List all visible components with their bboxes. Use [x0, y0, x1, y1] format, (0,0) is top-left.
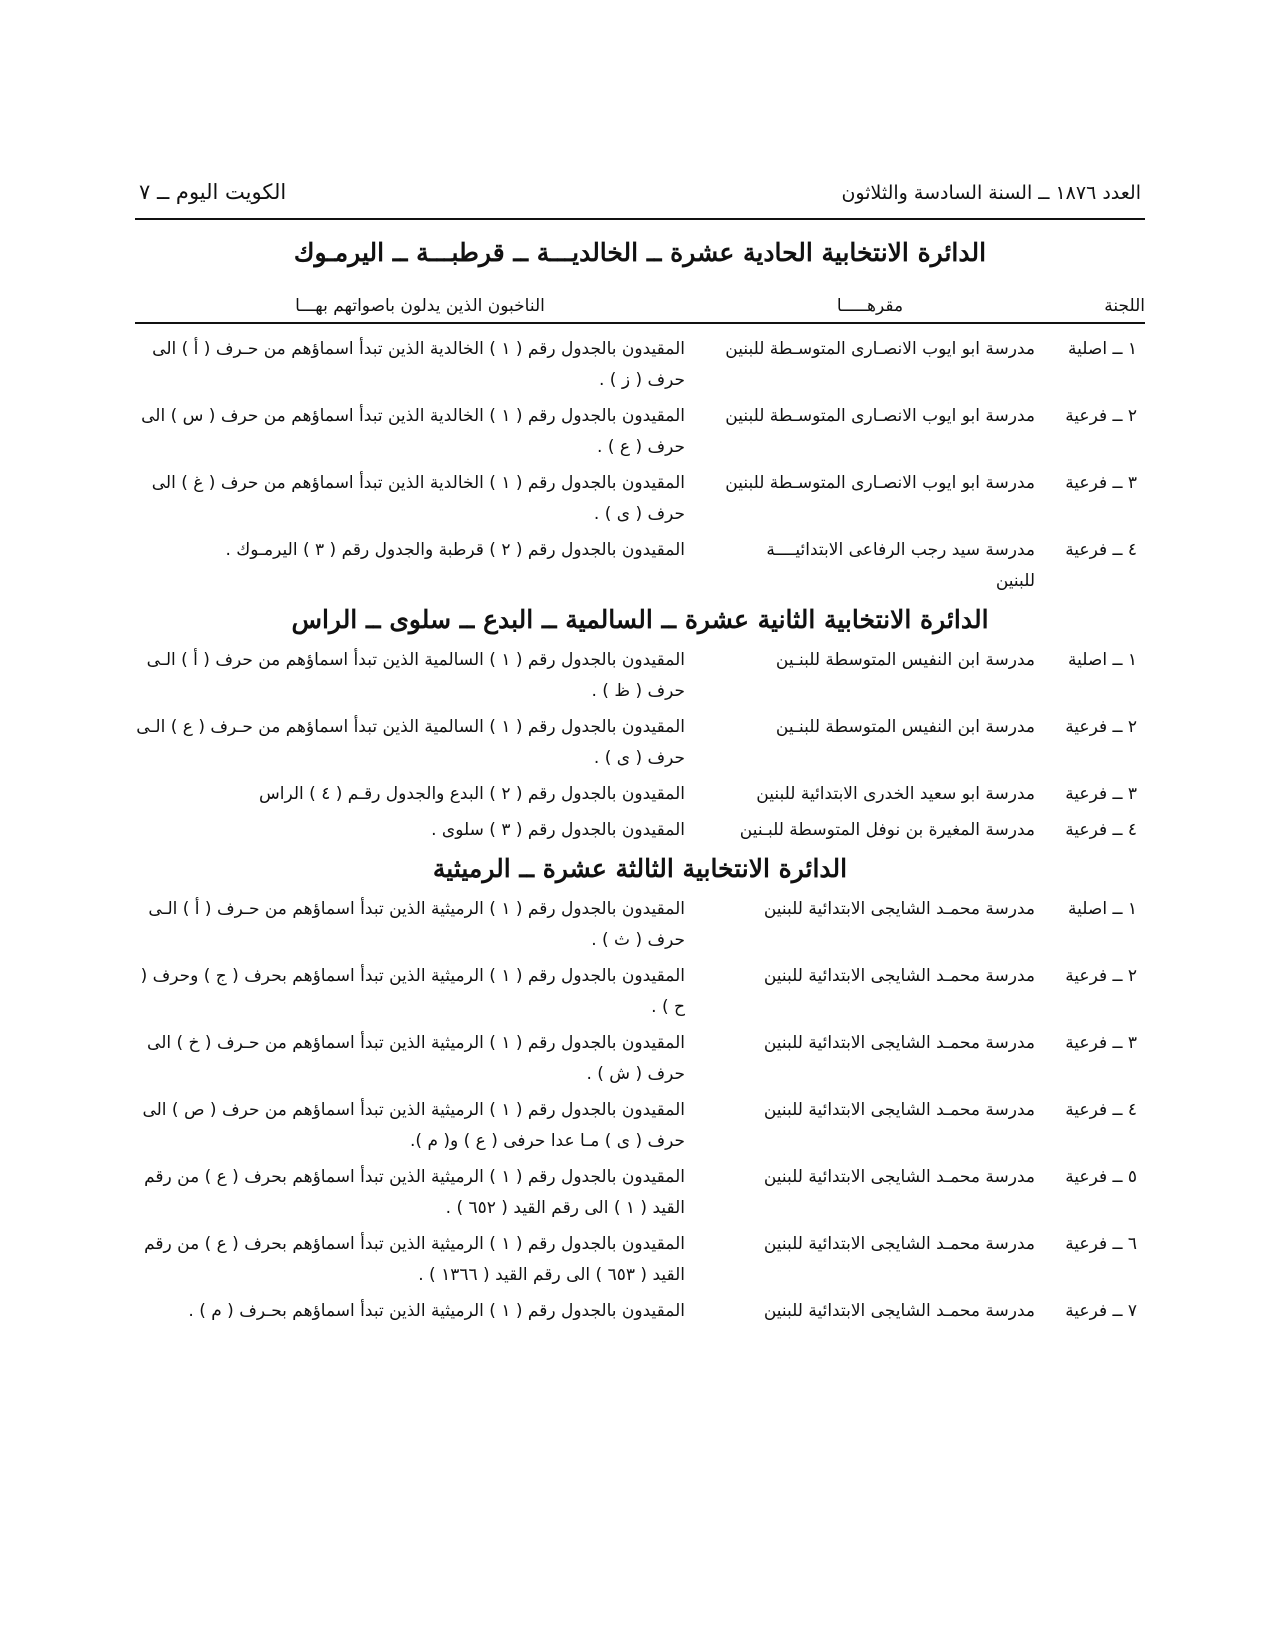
voters-cell: المقيدون بالجدول رقم ( ١ ) الخالدية الذين تبدأ اسماؤهم من حـرف ( أ ) الى حرف ( ز ) .: [152, 339, 685, 390]
voters-cell: المقيدون بالجدول رقم ( ١ ) الرميثية الذين تبدأ اسماؤهم بحـرف ( م ) .: [188, 1301, 685, 1321]
venue-cell: مدرسة سيد رجب الرفاعى الابتدائيــــة للبنين: [766, 540, 1035, 591]
venue-cell: مدرسة محمـد الشايجى الابتدائية للبنين: [763, 966, 1035, 986]
voters-cell: المقيدون بالجدول رقم ( ١ ) الرميثية الذين تبدأ اسماؤهم بحرف ( ع ) من رقم القيد ( ٦٥٣ ) الى رقم القيد ( ١٣٦٦ ) .: [144, 1234, 685, 1285]
venue-cell: مدرسة المغيرة بن نوفل المتوسطة للبـنين: [739, 820, 1035, 840]
committee-cell: ٣ ــ فرعية: [1065, 473, 1137, 493]
table-row: [135, 712, 1145, 774]
voters-cell: المقيدون بالجدول رقم ( ١ ) الخالدية الذين تبدأ اسماؤهم من حرف ( غ ) الى حرف ( ى ) .: [151, 473, 685, 524]
table-row: [135, 1229, 1145, 1291]
committee-cell: ٧ ــ فرعية: [1065, 1301, 1137, 1321]
table-row: [135, 1162, 1145, 1224]
venue-cell: مدرسة محمـد الشايجى الابتدائية للبنين: [763, 1100, 1035, 1120]
voters-cell: المقيدون بالجدول رقم ( ٢ ) قرطبة والجدول رقم ( ٣ ) اليرمـوك .: [225, 540, 685, 560]
committee-cell: ٤ ــ فرعية: [1065, 540, 1137, 560]
venue-header: مقرهـــــا: [836, 296, 904, 316]
voters-cell: المقيدون بالجدول رقم ( ١ ) الرميثية الذين تبدأ اسماؤهم بحرف ( ج ) وحرف ( ح ) .: [140, 966, 685, 1017]
committee-cell: ٦ ــ فرعية: [1065, 1234, 1137, 1254]
table-row: [135, 645, 1145, 707]
venue-cell: مدرسة محمـد الشايجى الابتدائية للبنين: [763, 1301, 1035, 1321]
committee-cell: ٣ ــ فرعية: [1065, 784, 1137, 804]
table-row: [135, 334, 1145, 396]
voters-cell: المقيدون بالجدول رقم ( ١ ) الخالدية الذين تبدأ اسماؤهم من حرف ( س ) الى حرف ( ع ) .: [141, 406, 685, 457]
table-row: [135, 401, 1145, 463]
committee-cell: ٣ ــ فرعية: [1065, 1033, 1137, 1053]
table-row: [135, 468, 1145, 530]
section-title: الدائرة الانتخابية الثالثة عشرة ــ الرميثية: [432, 854, 848, 883]
table-row: [135, 815, 1145, 846]
table-row: [135, 1095, 1145, 1157]
newspaper-title: الكويت اليوم ــ ٧: [139, 180, 287, 204]
table-row: [135, 535, 1145, 597]
table-row: [135, 961, 1145, 1023]
voters-cell: المقيدون بالجدول رقم ( ١ ) السالمية الذين تبدأ اسماؤهم من حرف ( أ ) الـى حرف ( ظ ) .: [146, 650, 685, 701]
voters-cell: المقيدون بالجدول رقم ( ١ ) الرميثية الذين تبدأ اسماؤهم من حـرف ( أ ) الـى حرف ( ث ) .: [148, 899, 685, 950]
table-row: [135, 779, 1145, 810]
voters-header: الناخبون الذين يدلون باصواتهم بهـــا: [295, 296, 545, 316]
venue-cell: مدرسة محمـد الشايجى الابتدائية للبنين: [763, 1033, 1035, 1053]
venue-cell: مدرسة ابن النفيس المتوسطة للبنـين: [775, 650, 1035, 670]
committee-cell: ٥ ــ فرعية: [1065, 1167, 1137, 1187]
document-page: [135, 180, 1145, 1332]
venue-cell: مدرسة ابو ايوب الانصـارى المتوسـطة للبنين: [725, 473, 1035, 493]
section-rows: [135, 334, 1145, 597]
section-rows: [135, 645, 1145, 846]
section-rows: [135, 894, 1145, 1327]
running-header: [135, 180, 1145, 220]
committee-cell: ٢ ــ فرعية: [1065, 966, 1137, 986]
voters-cell: المقيدون بالجدول رقم ( ١ ) الرميثية الذين تبدأ اسماؤهم بحرف ( ع ) من رقم القيد ( ١ ) الى رقم القيد ( ٦٥٢ ) .: [144, 1167, 685, 1218]
venue-cell: مدرسة ابن النفيس المتوسطة للبنـين: [775, 717, 1035, 737]
committee-cell: ١ ــ اصلية: [1068, 899, 1137, 919]
table-row: [135, 894, 1145, 956]
venue-cell: مدرسة محمـد الشايجى الابتدائية للبنين: [763, 1167, 1035, 1187]
voters-cell: المقيدون بالجدول رقم ( ١ ) الرميثية الذين تبدأ اسماؤهم من حـرف ( خ ) الى حرف ( ش ) .: [147, 1033, 685, 1084]
committee-header: اللجنة: [1104, 296, 1145, 316]
voters-cell: المقيدون بالجدول رقم ( ١ ) السالمية الذين تبدأ اسماؤهم من حـرف ( ع ) الـى حرف ( ى ) .: [136, 717, 685, 768]
committee-cell: ١ ــ اصلية: [1068, 650, 1137, 670]
voters-cell: المقيدون بالجدول رقم ( ١ ) الرميثية الذين تبدأ اسماؤهم من حرف ( ص ) الى حرف ( ى ) مـا عدا حرفى ( ع ) و( م ).: [142, 1100, 685, 1151]
voters-cell: المقيدون بالجدول رقم ( ٣ ) سلوى .: [431, 820, 685, 840]
committee-cell: ٢ ــ فرعية: [1065, 406, 1137, 426]
venue-cell: مدرسة محمـد الشايجى الابتدائية للبنين: [763, 1234, 1035, 1254]
committee-cell: ٢ ــ فرعية: [1065, 717, 1137, 737]
committee-cell: ٤ ــ فرعية: [1065, 820, 1137, 840]
committee-cell: ١ ــ اصلية: [1068, 339, 1137, 359]
committee-cell: ٤ ــ فرعية: [1065, 1100, 1137, 1120]
section-title: الدائرة الانتخابية الحادية عشرة ــ الخالديـــة ــ قرطبـــة ــ اليرمـوك: [293, 238, 987, 267]
voters-cell: المقيدون بالجدول رقم ( ٢ ) البدع والجدول رقـم ( ٤ ) الراس: [258, 784, 685, 804]
column-headers: [135, 286, 1145, 324]
issue-info: العدد ١٨٧٦ ــ السنة السادسة والثلاثون: [841, 182, 1141, 204]
venue-cell: مدرسة ابو ايوب الانصـارى المتوسـطة للبنين: [725, 339, 1035, 359]
table-row: [135, 1028, 1145, 1090]
venue-cell: مدرسة ابو ايوب الانصـارى المتوسـطة للبنين: [725, 406, 1035, 426]
table-row: [135, 1296, 1145, 1327]
section-title: الدائرة الانتخابية الثانية عشرة ــ السالمية ــ البدع ــ سلوى ــ الراس: [291, 605, 989, 634]
venue-cell: مدرسة ابو سعيد الخدرى الابتدائية للبنين: [756, 784, 1035, 804]
venue-cell: مدرسة محمـد الشايجى الابتدائية للبنين: [763, 899, 1035, 919]
